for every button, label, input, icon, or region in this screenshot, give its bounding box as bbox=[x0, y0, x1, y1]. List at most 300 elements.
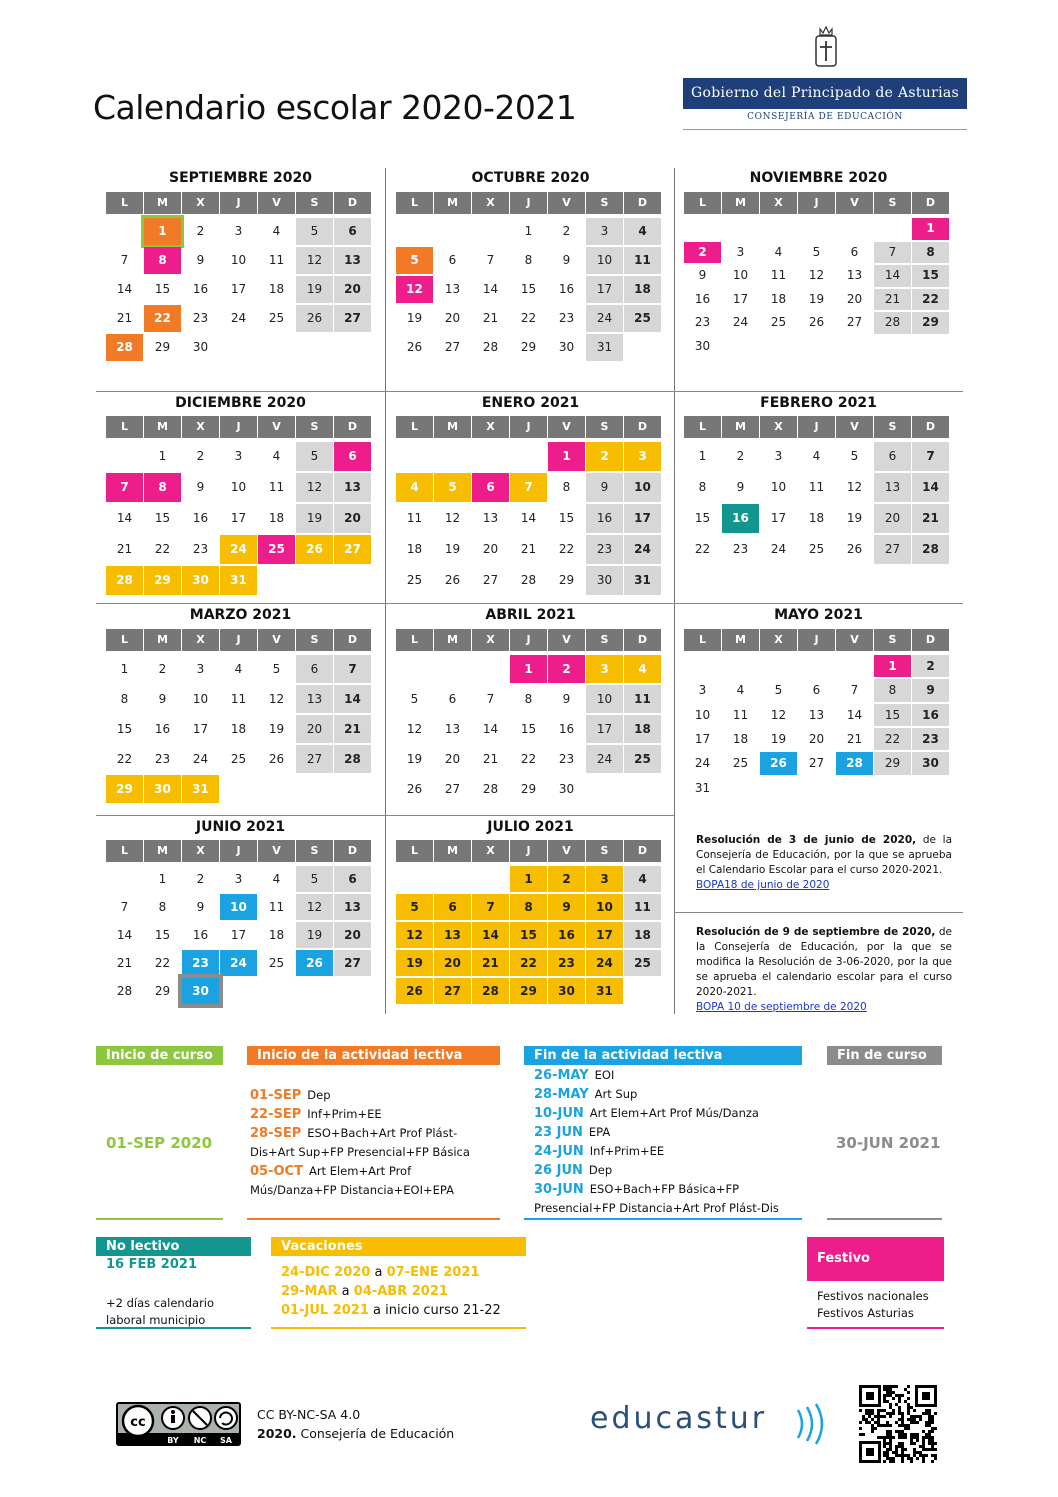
calendar-day: 5 bbox=[434, 473, 471, 502]
fin-curso-date: 30-JUN 2021 bbox=[836, 1134, 941, 1152]
calendar-day: 18 bbox=[624, 715, 661, 743]
calendar-day: 6 bbox=[334, 442, 371, 471]
calendar-day: 7 bbox=[486, 692, 495, 706]
calendar-day: 21 bbox=[520, 542, 537, 556]
calendar-day: 29 bbox=[154, 984, 171, 998]
calendar-day: 24 bbox=[586, 745, 623, 773]
calendar-day: 9 bbox=[548, 894, 585, 920]
calendar-day: 20 bbox=[434, 950, 471, 976]
calendar-day: 27 bbox=[334, 535, 371, 564]
calendar-day: 24 bbox=[624, 535, 661, 564]
calendar-day: 23 bbox=[548, 950, 585, 976]
calendar-day: 6 bbox=[448, 692, 457, 706]
department-name: CONSEJERÍA DE EDUCACIÓN bbox=[747, 112, 903, 122]
calendar-day: 26 bbox=[444, 573, 461, 587]
calendar-day: 5 bbox=[774, 683, 783, 698]
calendar-day: 7 bbox=[912, 442, 949, 471]
calendar-day: 14 bbox=[116, 928, 133, 942]
calendar-day: 24 bbox=[770, 542, 787, 556]
calendar-day: 25 bbox=[258, 535, 295, 564]
calendar-day: 13 bbox=[334, 247, 371, 274]
calendar-day: 15 bbox=[154, 511, 171, 525]
calendar-day: 24 bbox=[694, 756, 711, 771]
calendar-day: 25 bbox=[770, 315, 787, 329]
calendar-day: 24 bbox=[220, 950, 257, 976]
calendar-day: 19 bbox=[296, 922, 333, 948]
calendar-day: 11 bbox=[268, 900, 285, 914]
calendar-day: 14 bbox=[116, 511, 133, 525]
calendar-day: 22 bbox=[694, 542, 711, 556]
calendar-day: 21 bbox=[482, 311, 499, 325]
qr-code-icon[interactable] bbox=[859, 1385, 937, 1463]
no-lectivo-note: +2 días calendario bbox=[106, 1296, 215, 1310]
weekday-header: D bbox=[334, 192, 371, 214]
calendar-day: 17 bbox=[230, 282, 247, 296]
calendar-day: 28 bbox=[116, 984, 133, 998]
weekday-header: L bbox=[106, 192, 143, 214]
weekday-header: J bbox=[220, 840, 257, 862]
coat-of-arms-icon bbox=[812, 24, 840, 70]
calendar-day: 16 bbox=[694, 291, 711, 306]
weekday-header: X bbox=[760, 629, 797, 651]
festivo-note: Festivos Asturias bbox=[817, 1306, 914, 1320]
calendar-day: 13 bbox=[334, 894, 371, 920]
weekday-header: S bbox=[874, 416, 911, 438]
calendar-day: 19 bbox=[444, 542, 461, 556]
calendar-day: 25 bbox=[808, 542, 825, 556]
calendar-day: 22 bbox=[912, 289, 949, 311]
svg-text:NC: NC bbox=[193, 1436, 207, 1445]
divider bbox=[96, 391, 963, 392]
legend-row: Presencial+FP Distancia+Art Prof Plást-Dis bbox=[534, 1201, 779, 1215]
calendar-day: 25 bbox=[406, 573, 423, 587]
legend-row: 01-JUL 2021 a inicio curso 21-22 bbox=[281, 1303, 501, 1318]
calendar-day: 30 bbox=[912, 752, 949, 774]
calendar-day: 15 bbox=[154, 928, 171, 942]
calendar-day: 8 bbox=[698, 480, 707, 494]
legend-row: 26-MAY EOI bbox=[534, 1068, 615, 1083]
calendar-day: 10 bbox=[230, 480, 247, 494]
calendar-day: 10 bbox=[230, 253, 247, 267]
divider bbox=[96, 1218, 223, 1220]
calendar-day: 24 bbox=[192, 752, 209, 766]
calendar-day: 28 bbox=[482, 782, 499, 796]
calendar-day: 12 bbox=[396, 922, 433, 948]
divider bbox=[524, 1218, 802, 1220]
calendar-day: 4 bbox=[272, 872, 281, 886]
license-text: CC BY-NC-SA 4.0 bbox=[257, 1407, 361, 1422]
calendar-day: 1 bbox=[144, 218, 181, 245]
legend-vacaciones: Vacaciones bbox=[271, 1237, 526, 1256]
calendar-day: 9 bbox=[562, 692, 571, 706]
weekday-header: J bbox=[220, 192, 257, 214]
calendar-day: 19 bbox=[770, 732, 787, 746]
calendar-day: 3 bbox=[196, 662, 205, 676]
calendar-day: 6 bbox=[448, 253, 457, 267]
calendar-day: 21 bbox=[116, 956, 133, 970]
calendar-day: 23 bbox=[694, 315, 711, 329]
calendar-day: 23 bbox=[182, 950, 219, 976]
calendar-day: 10 bbox=[586, 685, 623, 713]
calendar-day: 28 bbox=[912, 535, 949, 564]
calendar-day: 4 bbox=[624, 218, 661, 245]
calendar-day: 29 bbox=[154, 340, 171, 354]
calendar-day: 1 bbox=[510, 866, 547, 892]
divider bbox=[674, 912, 963, 913]
calendar-day: 8 bbox=[144, 247, 181, 274]
calendar-day: 8 bbox=[144, 473, 181, 502]
calendar-day: 6 bbox=[850, 244, 859, 259]
calendar-day: 29 bbox=[106, 775, 143, 803]
calendar-day: 23 bbox=[912, 728, 949, 750]
cc-license-icon bbox=[116, 1402, 241, 1446]
calendar-day: 24 bbox=[732, 315, 749, 329]
calendar-day: 20 bbox=[808, 732, 825, 746]
weekday-header: J bbox=[798, 629, 835, 651]
calendar-day: 21 bbox=[472, 950, 509, 976]
calendar-day: 10 bbox=[220, 894, 257, 920]
weekday-header: V bbox=[548, 192, 585, 214]
legend-no-lectivo: No lectivo bbox=[96, 1237, 251, 1256]
weekday-header: M bbox=[144, 416, 181, 438]
inicio-curso-date: 01-SEP 2020 bbox=[106, 1134, 213, 1152]
calendar-day: 18 bbox=[268, 511, 285, 525]
weekday-header: X bbox=[182, 840, 219, 862]
calendar-day: 17 bbox=[192, 722, 209, 736]
calendar-day: 7 bbox=[334, 655, 371, 683]
calendar-day: 2 bbox=[196, 224, 205, 238]
calendar-day: 26 bbox=[406, 340, 423, 354]
calendar-day: 13 bbox=[334, 473, 371, 502]
legend-row: 05-OCT Art Elem+Art Prof bbox=[250, 1164, 412, 1179]
calendar-day: 2 bbox=[196, 449, 205, 463]
calendar-day: 26 bbox=[808, 315, 825, 329]
legend-row: 01-SEP Dep bbox=[250, 1088, 331, 1103]
calendar-day: 27 bbox=[874, 535, 911, 564]
calendar-day: 13 bbox=[296, 685, 333, 713]
legend-row: 29-MAR a 04-ABR 2021 bbox=[281, 1284, 448, 1299]
calendar-day: 8 bbox=[510, 894, 547, 920]
calendar-day: 3 bbox=[234, 224, 243, 238]
calendar-day: 12 bbox=[444, 511, 461, 525]
calendar-day: 21 bbox=[874, 289, 911, 311]
bopa-link-2[interactable]: BOPA 10 de septiembre de 2020 bbox=[696, 1001, 867, 1013]
calendar-day: 6 bbox=[874, 442, 911, 471]
weekday-header: L bbox=[396, 840, 433, 862]
month-title: SEPTIEMBRE 2020 bbox=[168, 170, 312, 186]
calendar-day: 18 bbox=[406, 542, 423, 556]
weekday-header: J bbox=[510, 192, 547, 214]
calendar-day: 1 bbox=[524, 224, 533, 238]
calendar-day: 3 bbox=[586, 866, 623, 892]
legend-row: 28-MAY Art Sup bbox=[534, 1087, 638, 1102]
calendar-day: 19 bbox=[296, 504, 333, 533]
weekday-header: X bbox=[472, 629, 509, 651]
calendar-day: 3 bbox=[234, 872, 243, 886]
calendar-day: 30 bbox=[548, 978, 585, 1004]
calendar-day: 4 bbox=[396, 473, 433, 502]
weekday-header: X bbox=[760, 192, 797, 214]
calendar-day: 1 bbox=[698, 449, 707, 463]
calendar-day: 11 bbox=[268, 480, 285, 494]
calendar-day: 9 bbox=[562, 253, 571, 267]
calendar-day: 20 bbox=[874, 504, 911, 533]
calendar-day: 31 bbox=[586, 334, 623, 361]
calendar-day: 5 bbox=[272, 662, 281, 676]
calendar-day: 2 bbox=[912, 655, 949, 677]
legend-fin-actividad: Fin de la actividad lectiva bbox=[524, 1046, 802, 1065]
calendar-day: 8 bbox=[158, 900, 167, 914]
calendar-day: 29 bbox=[520, 782, 537, 796]
calendar-day: 15 bbox=[520, 282, 537, 296]
calendar-day: 27 bbox=[444, 340, 461, 354]
calendar-day: 17 bbox=[586, 276, 623, 303]
calendar-day: 17 bbox=[230, 928, 247, 942]
calendar-day: 25 bbox=[230, 752, 247, 766]
calendar-day: 16 bbox=[912, 704, 949, 726]
calendar-day: 25 bbox=[732, 756, 749, 771]
legend-row: 10-JUN Art Elem+Art Prof Mús/Danza bbox=[534, 1106, 759, 1121]
calendar-day: 30 bbox=[558, 782, 575, 796]
calendar-day: 25 bbox=[624, 950, 661, 976]
resolution-2: Resolución de 9 de septiembre de 2020, de la Consejería de Educación, por la que se modifica la Resolución de 3-06-2020, por la que se aprueba el calendario escolar para el curso 2020-2021. BOPA 10 de septiembre de 2020 bbox=[696, 926, 952, 1013]
calendar-day: 30 bbox=[586, 566, 623, 595]
calendar-day: 22 bbox=[510, 950, 547, 976]
calendar-day: 13 bbox=[874, 473, 911, 502]
calendar-day: 23 bbox=[192, 311, 209, 325]
legend-inicio-curso: Inicio de curso bbox=[96, 1046, 223, 1065]
calendar-day: 26 bbox=[406, 782, 423, 796]
weekday-header: M bbox=[722, 416, 759, 438]
calendar-day: 19 bbox=[808, 291, 825, 306]
calendar-day: 1 bbox=[548, 442, 585, 471]
calendar-day: 29 bbox=[912, 312, 949, 334]
calendar-day: 28 bbox=[874, 312, 911, 334]
legend-festivo: Festivo bbox=[807, 1237, 944, 1281]
calendar-day: 15 bbox=[154, 282, 171, 296]
calendar-day: 16 bbox=[548, 922, 585, 948]
weekday-header: D bbox=[334, 629, 371, 651]
calendar-day: 14 bbox=[520, 511, 537, 525]
calendar-day: 11 bbox=[624, 894, 661, 920]
weekday-header: J bbox=[510, 840, 547, 862]
calendar-day: 15 bbox=[510, 922, 547, 948]
weekday-header: D bbox=[624, 840, 661, 862]
calendar-day: 7 bbox=[120, 900, 129, 914]
weekday-header: D bbox=[912, 192, 949, 214]
calendar-day: 22 bbox=[520, 311, 537, 325]
calendar-day: 11 bbox=[230, 692, 247, 706]
calendar-day: 27 bbox=[482, 573, 499, 587]
calendar-day: 15 bbox=[520, 722, 537, 736]
weekday-header: V bbox=[836, 629, 873, 651]
calendar-day: 31 bbox=[694, 780, 711, 795]
calendar-day: 24 bbox=[586, 950, 623, 976]
calendar-day: 5 bbox=[812, 244, 821, 259]
weekday-header: S bbox=[296, 192, 333, 214]
calendar-day: 27 bbox=[334, 950, 371, 976]
calendar-day: 11 bbox=[268, 253, 285, 267]
calendar-day: 22 bbox=[116, 752, 133, 766]
educastur-logo: educastur bbox=[590, 1401, 768, 1436]
calendar-day: 5 bbox=[396, 894, 433, 920]
calendar-day: 17 bbox=[694, 732, 711, 746]
calendar-day: 16 bbox=[154, 722, 171, 736]
legend-inicio-actividad: Inicio de la actividad lectiva bbox=[247, 1046, 500, 1065]
month-title: ABRIL 2021 bbox=[485, 607, 576, 623]
weekday-header: X bbox=[182, 629, 219, 651]
divider bbox=[385, 168, 386, 1014]
calendar-day: 13 bbox=[482, 511, 499, 525]
legend-row: 26 JUN Dep bbox=[534, 1163, 613, 1178]
calendar-day: 12 bbox=[296, 894, 333, 920]
weekday-header: D bbox=[624, 416, 661, 438]
calendar-day: 20 bbox=[296, 715, 333, 743]
calendar-day: 6 bbox=[434, 894, 471, 920]
calendar-day: 17 bbox=[586, 715, 623, 743]
calendar-day: 8 bbox=[120, 692, 129, 706]
calendar-day: 2 bbox=[158, 662, 167, 676]
weekday-header: V bbox=[258, 840, 295, 862]
calendar-day: 2 bbox=[548, 655, 585, 683]
calendar-day: 17 bbox=[624, 504, 661, 533]
divider bbox=[96, 603, 963, 604]
calendar-day: 6 bbox=[334, 866, 371, 892]
calendar-day: 8 bbox=[562, 480, 571, 494]
calendar-day: 12 bbox=[808, 268, 825, 282]
month-title: JUNIO 2021 bbox=[195, 819, 286, 835]
weekday-header: M bbox=[434, 840, 471, 862]
calendar-day: 7 bbox=[850, 683, 859, 698]
calendar-day: 12 bbox=[770, 707, 787, 722]
calendar-day: 31 bbox=[586, 978, 623, 1004]
weekday-header: X bbox=[472, 416, 509, 438]
calendar-day: 12 bbox=[268, 692, 285, 706]
calendar-day: 22 bbox=[154, 956, 171, 970]
calendar-day: 31 bbox=[624, 566, 661, 595]
calendar-day: 21 bbox=[116, 542, 133, 556]
bopa-link-1[interactable]: BOPA18 de junio de 2020 bbox=[696, 879, 830, 891]
calendar-day: 15 bbox=[874, 704, 911, 726]
calendar-day: 4 bbox=[624, 655, 661, 683]
calendar-day: 18 bbox=[230, 722, 247, 736]
calendar-day: 10 bbox=[586, 247, 623, 274]
weekday-header: L bbox=[106, 629, 143, 651]
month-title: FEBRERO 2021 bbox=[760, 395, 877, 411]
calendar-day: 30 bbox=[694, 338, 711, 353]
calendar-day: 18 bbox=[624, 276, 661, 303]
calendar-day: 19 bbox=[296, 276, 333, 303]
calendar-day: 14 bbox=[116, 282, 133, 296]
calendar-day: 15 bbox=[912, 265, 949, 287]
calendar-day: 14 bbox=[874, 265, 911, 287]
calendar-day: 27 bbox=[846, 315, 863, 329]
calendar-day: 18 bbox=[624, 922, 661, 948]
calendar-day: 13 bbox=[808, 707, 825, 722]
calendar-day: 7 bbox=[472, 894, 509, 920]
calendar-day: 13 bbox=[434, 922, 471, 948]
calendar-day: 19 bbox=[406, 311, 423, 325]
calendar-day: 10 bbox=[192, 692, 209, 706]
calendar-day: 6 bbox=[296, 655, 333, 683]
calendar-day: 30 bbox=[182, 566, 219, 595]
calendar-day: 10 bbox=[732, 268, 749, 282]
divider bbox=[683, 129, 967, 130]
divider bbox=[96, 1327, 251, 1329]
month-title: JULIO 2021 bbox=[487, 819, 574, 835]
calendar-day: 4 bbox=[234, 662, 243, 676]
calendar-day: 26 bbox=[268, 752, 285, 766]
calendar-day: 20 bbox=[334, 276, 371, 303]
calendar-day: 2 bbox=[586, 442, 623, 471]
calendar-day: 7 bbox=[486, 253, 495, 267]
calendar-day: 14 bbox=[472, 922, 509, 948]
weekday-header: D bbox=[334, 416, 371, 438]
calendar-day: 24 bbox=[220, 535, 257, 564]
weekday-header: J bbox=[798, 192, 835, 214]
calendar-day: 21 bbox=[912, 504, 949, 533]
calendar-day: 29 bbox=[874, 752, 911, 774]
weekday-header: V bbox=[548, 416, 585, 438]
legend-row: 24-JUN Inf+Prim+EE bbox=[534, 1144, 665, 1159]
calendar-day: 17 bbox=[230, 511, 247, 525]
calendar-day: 2 bbox=[684, 242, 721, 264]
calendar-day: 9 bbox=[698, 268, 707, 282]
weekday-header: S bbox=[296, 629, 333, 651]
calendar-day: 11 bbox=[732, 707, 749, 722]
calendar-day: 8 bbox=[524, 253, 533, 267]
calendar-day: 27 bbox=[444, 782, 461, 796]
calendar-day: 25 bbox=[624, 305, 661, 332]
calendar-day: 11 bbox=[770, 268, 787, 282]
calendar-day: 16 bbox=[558, 282, 575, 296]
weekday-header: M bbox=[434, 416, 471, 438]
calendar-day: 6 bbox=[812, 683, 821, 698]
weekday-header: V bbox=[548, 840, 585, 862]
weekday-header: S bbox=[586, 629, 623, 651]
calendar-day: 3 bbox=[774, 449, 783, 463]
calendar-day: 8 bbox=[912, 242, 949, 264]
weekday-header: J bbox=[220, 629, 257, 651]
weekday-header: V bbox=[258, 192, 295, 214]
month-title: MARZO 2021 bbox=[189, 607, 292, 623]
no-lectivo-date: 16 FEB 2021 bbox=[106, 1257, 197, 1272]
divider bbox=[271, 1327, 526, 1329]
calendar-day: 18 bbox=[268, 928, 285, 942]
calendar-day: 14 bbox=[846, 707, 863, 722]
weekday-header: L bbox=[396, 192, 433, 214]
calendar-day: 7 bbox=[510, 473, 547, 502]
signal-waves-icon bbox=[794, 1402, 830, 1446]
calendar-day: 18 bbox=[770, 291, 787, 306]
calendar-day: 10 bbox=[694, 707, 711, 722]
svg-text:SA: SA bbox=[220, 1436, 232, 1445]
calendar-day: 1 bbox=[874, 655, 911, 677]
month-title: DICIEMBRE 2020 bbox=[175, 395, 306, 411]
resolution-1: Resolución de 3 de junio de 2020, de la Consejería de Educación, por la que se aprueba el Calendario Escolar para el curso 2020-2021. BOPA18 de junio de 2020 bbox=[696, 834, 953, 891]
calendar-day: 16 bbox=[558, 722, 575, 736]
weekday-header: L bbox=[106, 840, 143, 862]
calendar-day: 3 bbox=[624, 442, 661, 471]
divider bbox=[96, 815, 674, 816]
calendar-day: 23 bbox=[192, 542, 209, 556]
divider bbox=[674, 168, 675, 1014]
weekday-header: M bbox=[434, 192, 471, 214]
calendar-day: 25 bbox=[268, 311, 285, 325]
calendar-day: 20 bbox=[846, 291, 863, 306]
calendar-day: 11 bbox=[406, 511, 423, 525]
weekday-header: D bbox=[912, 629, 949, 651]
